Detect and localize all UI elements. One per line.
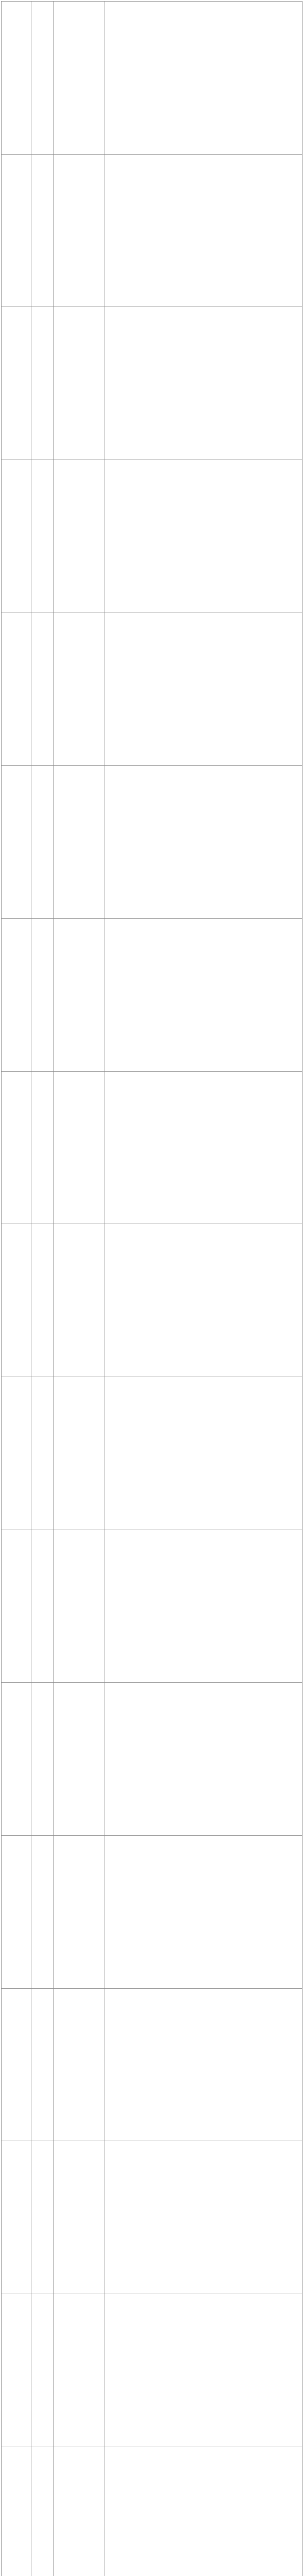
- table-row: [2, 2, 302, 155]
- date-cell: [31, 1224, 54, 1377]
- region-cell: [2, 1988, 31, 2141]
- date-cell: [31, 2141, 54, 2294]
- policy-cell: [54, 460, 104, 613]
- table-body: [2, 2, 302, 2576]
- date-cell: [31, 1377, 54, 1530]
- policy-cell: [54, 918, 104, 1071]
- table-row: [2, 918, 302, 1071]
- date-cell: [31, 2447, 54, 2576]
- table-row: [2, 1683, 302, 1836]
- table-row: [2, 2141, 302, 2294]
- content-cell: [104, 1835, 302, 1988]
- content-cell: [104, 1530, 302, 1683]
- region-cell: [2, 2294, 31, 2447]
- date-cell: [31, 1988, 54, 2141]
- table-row: [2, 1530, 302, 1683]
- policy-cell: [54, 154, 104, 307]
- region-cell: [2, 1683, 31, 1836]
- date-cell: [31, 766, 54, 919]
- content-cell: [104, 2294, 302, 2447]
- content-cell: [104, 918, 302, 1071]
- policy-cell: [54, 1988, 104, 2141]
- policy-cell: [54, 1835, 104, 1988]
- region-cell: [2, 1530, 31, 1683]
- policy-table: [1, 1, 302, 2576]
- date-cell: [31, 460, 54, 613]
- content-cell: [104, 460, 302, 613]
- content-cell: [104, 613, 302, 766]
- region-cell: [2, 613, 31, 766]
- table-row: [2, 766, 302, 919]
- table-row: [2, 1835, 302, 1988]
- content-cell: [104, 2141, 302, 2294]
- policy-cell: [54, 2141, 104, 2294]
- table-row: [2, 2447, 302, 2576]
- policy-cell: [54, 2294, 104, 2447]
- region-cell: [2, 766, 31, 919]
- content-cell: [104, 154, 302, 307]
- content-cell: [104, 1377, 302, 1530]
- table-row: [2, 1377, 302, 1530]
- region-cell: [2, 460, 31, 613]
- table-row: [2, 1071, 302, 1224]
- date-cell: [31, 1530, 54, 1683]
- region-cell: [2, 2, 31, 155]
- table-row: [2, 460, 302, 613]
- region-cell: [2, 1835, 31, 1988]
- date-cell: [31, 154, 54, 307]
- table-row: [2, 154, 302, 307]
- policy-cell: [54, 1071, 104, 1224]
- region-cell: [2, 918, 31, 1071]
- content-cell: [104, 1224, 302, 1377]
- date-cell: [31, 2294, 54, 2447]
- date-cell: [31, 918, 54, 1071]
- policy-cell: [54, 1224, 104, 1377]
- content-cell: [104, 1071, 302, 1224]
- date-cell: [31, 613, 54, 766]
- policy-cell: [54, 613, 104, 766]
- policy-cell: [54, 2, 104, 155]
- policy-cell: [54, 307, 104, 460]
- date-cell: [31, 1835, 54, 1988]
- policy-cell: [54, 766, 104, 919]
- content-cell: [104, 2447, 302, 2576]
- table-row: [2, 2294, 302, 2447]
- content-cell: [104, 766, 302, 919]
- table-row: [2, 1224, 302, 1377]
- date-cell: [31, 1071, 54, 1224]
- date-cell: [31, 1683, 54, 1836]
- region-cell: [2, 1377, 31, 1530]
- table-row: [2, 307, 302, 460]
- region-cell: [2, 2447, 31, 2576]
- content-cell: [104, 1683, 302, 1836]
- policy-cell: [54, 1683, 104, 1836]
- policy-cell: [54, 1377, 104, 1530]
- content-cell: [104, 1988, 302, 2141]
- region-cell: [2, 2141, 31, 2294]
- date-cell: [31, 2, 54, 155]
- date-cell: [31, 307, 54, 460]
- content-cell: [104, 307, 302, 460]
- policy-cell: [54, 1530, 104, 1683]
- table-row: [2, 613, 302, 766]
- region-cell: [2, 1071, 31, 1224]
- policy-cell: [54, 2447, 104, 2576]
- region-cell: [2, 307, 31, 460]
- table-row: [2, 1988, 302, 2141]
- content-cell: [104, 2, 302, 155]
- region-cell: [2, 154, 31, 307]
- region-cell: [2, 1224, 31, 1377]
